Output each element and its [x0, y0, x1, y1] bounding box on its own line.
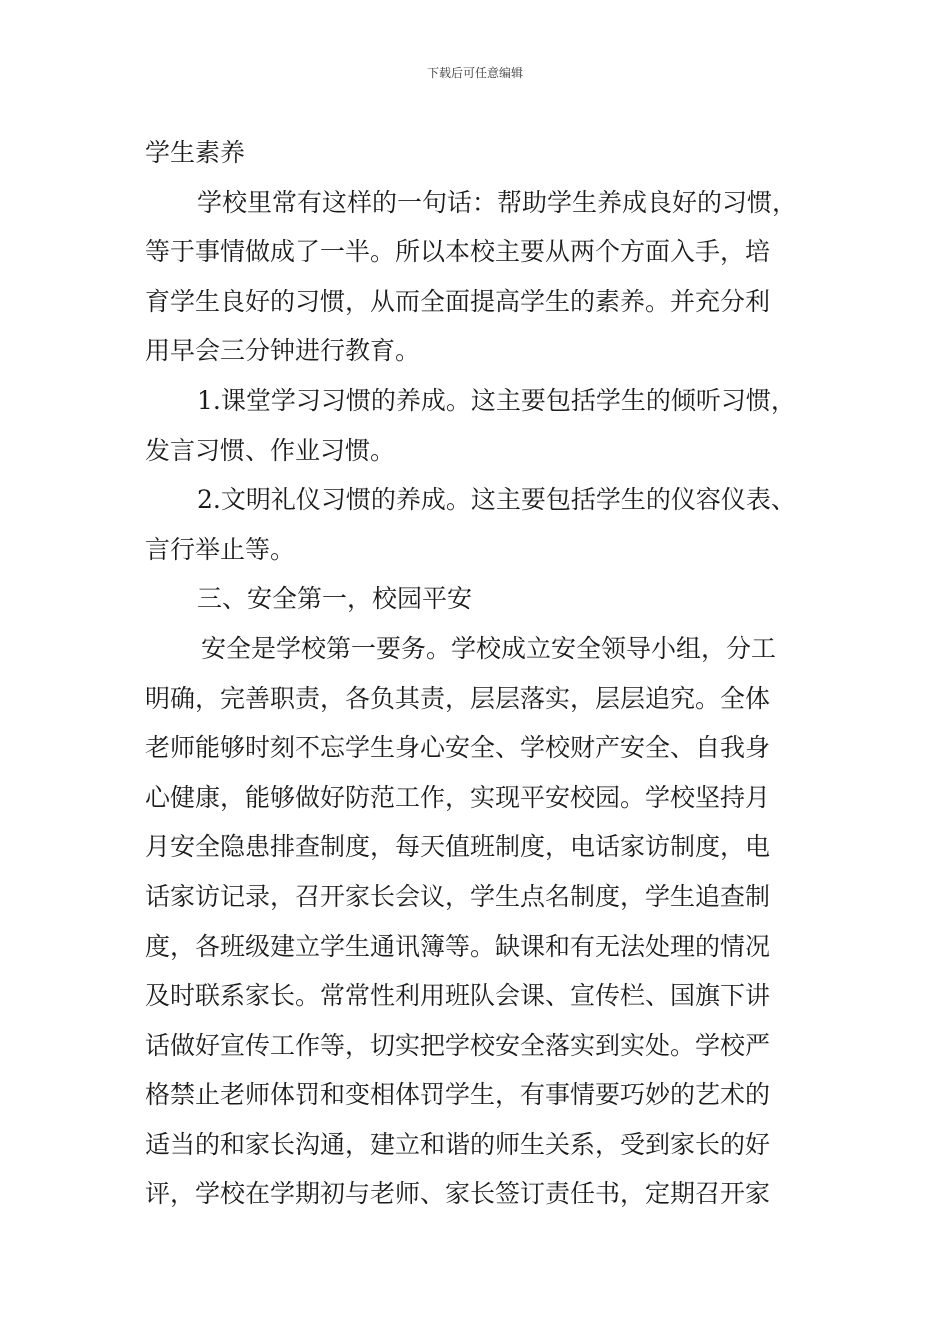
text-line: 度，各班级建立学生通讯簿等。缺课和有无法处理的情况: [145, 931, 771, 961]
text-line: 言行举止等。: [145, 534, 296, 564]
text-line: 月安全隐患排查制度，每天值班制度，电话家访制度，电: [145, 832, 771, 862]
text-line: 明确，完善职责，各负其责，层层落实，层层追究。全体: [145, 683, 771, 713]
text-line: 适当的和家长沟通，建立和谐的师生关系，受到家长的好: [145, 1129, 771, 1159]
text-line: 及时联系家长。常常性利用班队会课、宣传栏、国旗下讲: [145, 981, 771, 1011]
header-note: 下载后可任意编辑: [426, 66, 523, 80]
document-body: [145, 128, 809, 1219]
text-line: 老师能够时刻不忘学生身心安全、学校财产安全、自我身: [145, 733, 771, 763]
text-line: 心健康，能够做好防范工作，实现平安校园。学校坚持月: [145, 782, 771, 812]
text-line: 用早会三分钟进行教育。: [145, 336, 421, 366]
text-line: 1.课堂学习习惯的养成。这主要包括学生的倾听习惯，: [197, 385, 796, 415]
text-line: 话做好宣传工作等，切实把学校安全落实到实处。学校严: [145, 1030, 771, 1060]
text-line: 评，学校在学期初与老师、家长签订责任书，定期召开家: [145, 1179, 771, 1209]
text-line: 育学生良好的习惯，从而全面提高学生的素养。并充分利: [145, 286, 771, 316]
text-line: 2.文明礼仪习惯的养成。这主要包括学生的仪容仪表、: [197, 485, 796, 515]
text-line: 话家访记录，召开家长会议，学生点名制度，学生追查制: [145, 881, 771, 911]
text-line: 学校里常有这样的一句话：帮助学生养成良好的习惯，: [197, 187, 798, 217]
text-line: 等于事情做成了一半。所以本校主要从两个方面入手，培: [145, 237, 771, 267]
text-line: 三、安全第一，校园平安: [197, 584, 473, 614]
text-line: 学生素养: [145, 138, 246, 167]
text-line: 发言习惯、作业习惯。: [145, 435, 396, 465]
text-line: 格禁止老师体罚和变相体罚学生，有事情要巧妙的艺术的: [145, 1080, 771, 1110]
text-line: 安全是学校第一要务。学校成立安全领导小组，分工: [201, 633, 777, 663]
